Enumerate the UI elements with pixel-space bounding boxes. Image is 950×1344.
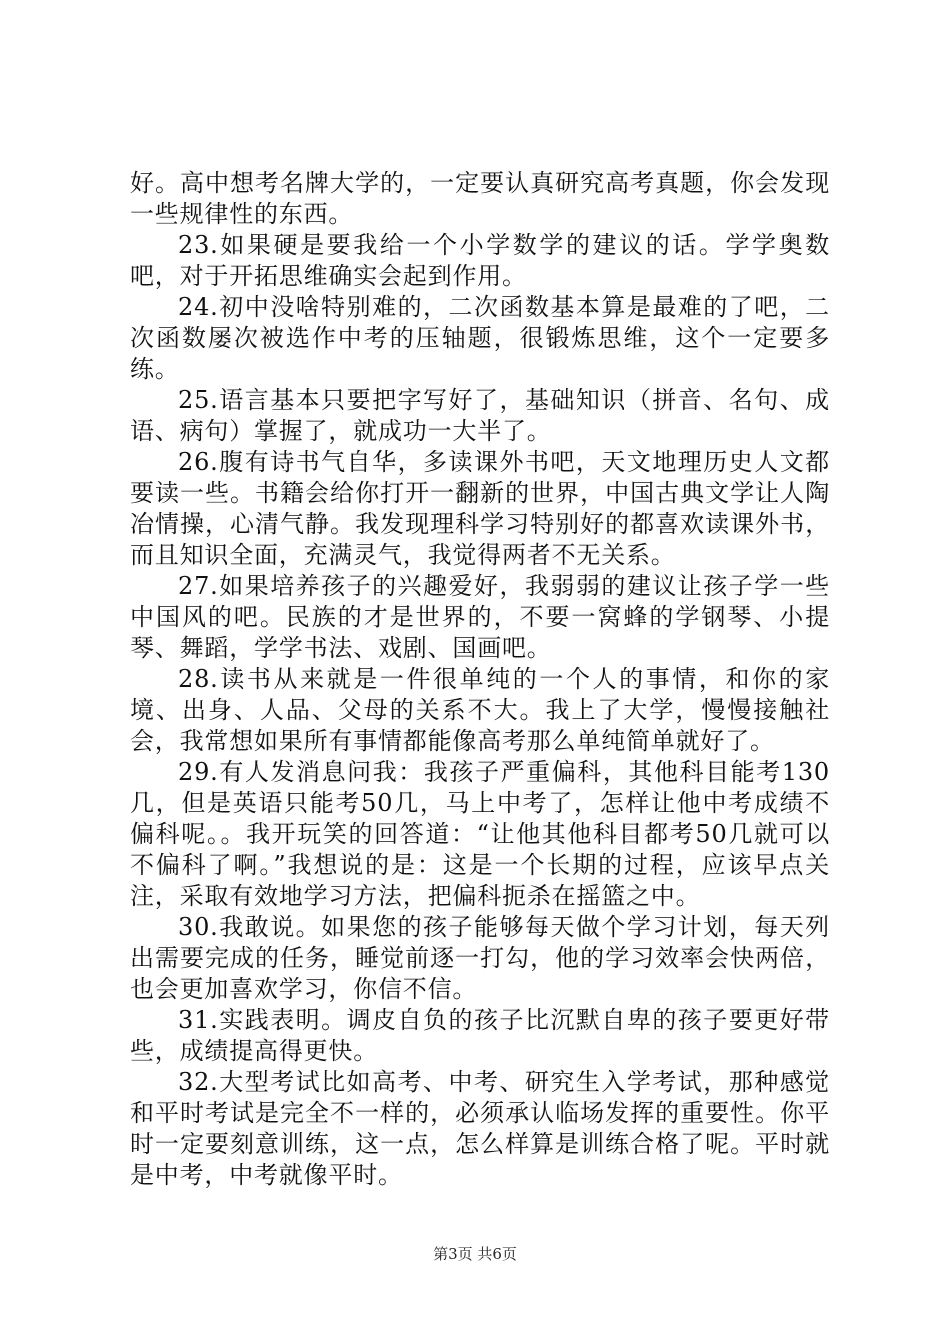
paragraph-23: 23.如果硬是要我给一个小学数学的建议的话。学学奥数吧，对于开拓思维确实会起到作用。 bbox=[130, 231, 830, 290]
document-body bbox=[130, 168, 830, 1191]
paragraph-30: 30.我敢说。如果您的孩子能够每天做个学习计划，每天列出需要完成的任务，睡觉前逐一打勾，他的学习效率会快两倍，也会更加喜欢学习，你信不信。 bbox=[130, 913, 830, 1003]
paragraph-continuation: 好。高中想考名牌大学的，一定要认真研究高考真题，你会发现一些规律性的东西。 bbox=[130, 169, 830, 228]
paragraph-25: 25.语言基本只要把字写好了，基础知识（拼音、名句、成语、病句）掌握了，就成功一大半了。 bbox=[130, 386, 830, 445]
paragraph-32: 32.大型考试比如高考、中考、研究生入学考试，那种感觉和平时考试是完全不一样的，必须承认临场发挥的重要性。你平时一定要刻意训练，这一点，怎么样算是训练合格了呢。平时就是中考，中考就像平时。 bbox=[130, 1068, 830, 1189]
paragraph-26: 26.腹有诗书气自华，多读课外书吧，天文地理历史人文都要读一些。书籍会给你打开一翻新的世界，中国古典文学让人陶冶情操，心清气静。我发现理科学习特别好的都喜欢读课外书，而且知识全面，充满灵气，我觉得两者不无关系。 bbox=[130, 448, 830, 569]
paragraph-27: 27.如果培养孩子的兴趣爱好，我弱弱的建议让孩子学一些中国风的吧。民族的才是世界的，不要一窝蜂的学钢琴、小提琴、舞蹈，学学书法、戏剧、国画吧。 bbox=[130, 572, 830, 662]
page-number-footer: 第3页 共6页 bbox=[433, 1245, 517, 1263]
paragraph-28: 28.读书从来就是一件很单纯的一个人的事情，和你的家境、出身、人品、父母的关系不大。我上了大学，慢慢接触社会，我常想如果所有事情都能像高考那么单纯简单就好了。 bbox=[130, 665, 830, 755]
paragraph-24: 24.初中没啥特别难的，二次函数基本算是最难的了吧，二次函数屡次被选作中考的压轴题，很锻炼思维，这个一定要多练。 bbox=[130, 293, 830, 383]
paragraph-31: 31.实践表明。调皮自负的孩子比沉默自卑的孩子要更好带些，成绩提高得更快。 bbox=[130, 1006, 830, 1065]
paragraph-29: 29.有人发消息问我：我孩子严重偏科，其他科目能考130几，但是英语只能考50几，马上中考了，怎样让他中考成绩不偏科呢。。我开玩笑的回答道：“让他其他科目都考50几就可以不偏科了啊。”我想说的是：这是一个长期的过程，应该早点关注，采取有效地学习方法，把偏科扼杀在摇篮之中。 bbox=[130, 758, 830, 910]
